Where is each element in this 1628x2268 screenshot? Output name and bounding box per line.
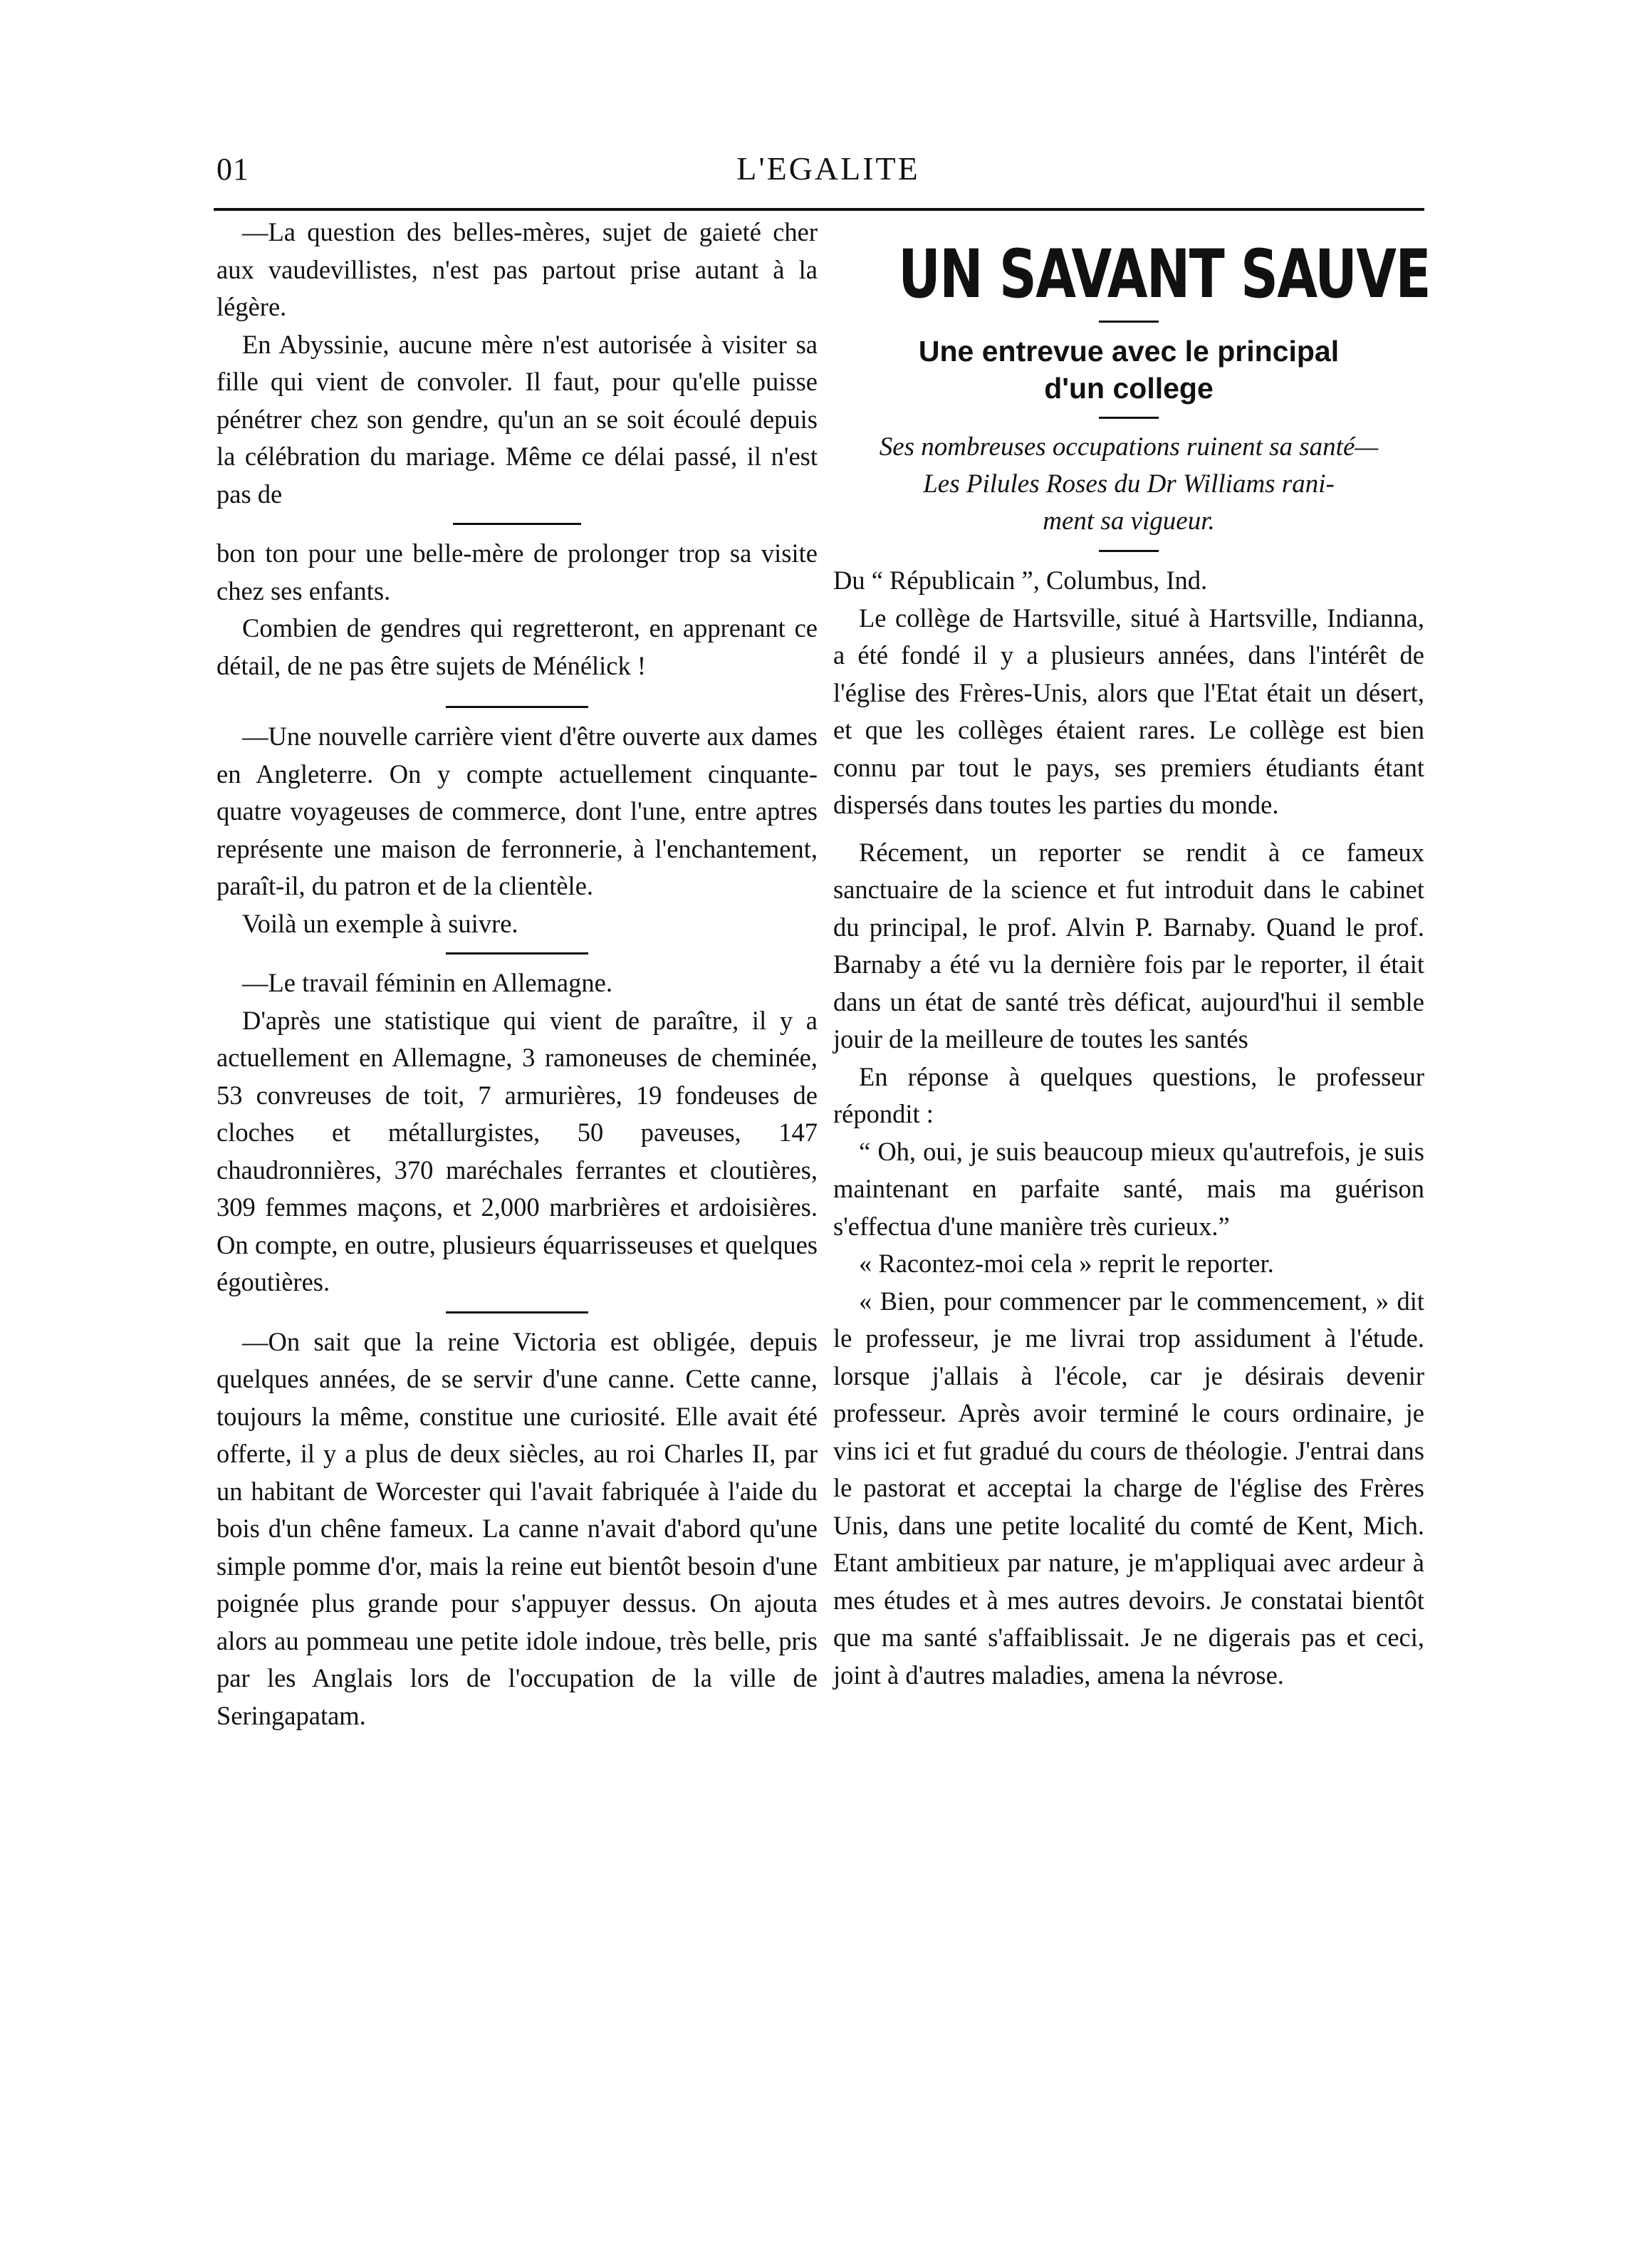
article-paragraph: Récement, un reporter se rendit à ce fameux sanctuaire de la science et fut introduit dans le cabinet du principal, le prof. Alvin P. Barnaby. Quand le prof. Barnaby a été vu la dernière fois par le reporter, il était dans un état de santé très déficat, aujourd'hui il semble jouir de la meilleure de toutes les santés — [833, 837, 1424, 1054]
subheadline — [833, 333, 1424, 407]
article-paragraph: “ Oh, oui, je suis beaucoup mieux qu'autrefois, je suis maintenant en parfaite santé, mais ma guérison s'effectua d'une manière très curieux.” — [833, 1136, 1424, 1241]
deck-line: Ses nombreuses occupations ruinent sa santé— — [879, 432, 1379, 462]
deck — [833, 429, 1424, 540]
deck-line: Les Pilules Roses du Dr Williams rani- — [923, 469, 1335, 499]
article-paragraph: « Bien, pour commencer par le commencement, » dit le professeur, je me livrai trop assidument à l'étude. lorsque j'allais à l'école, car je désirais devenir professeur. Après avoir terminé le cours ordinaire, je vins ici et fut gradué du cours de théologie. J'entrai dans le pastorat et acceptai la charge de l'église des Frères Unis, dans une petite localité du comté de Kent, Mich. Etant ambitieux par nature, je m'appliquai avec ardeur à mes études et à mes autres devoirs. Je constatai bientôt que ma santé s'affaiblissait. Je ne digerais pas et ceci, joint à d'autres maladies, amena la névrose. — [833, 1286, 1424, 1690]
article-abyssinia-cont: bon ton pour une belle-mère de prolonger trop sa visite chez ses enfants. — [216, 539, 818, 605]
article-germany-title: —Le travail féminin en Allemagne. — [242, 968, 612, 997]
article-england-career: —Une nouvelle carrière vient d'être ouverte aux dames en Angleterre. On y compte actuellement cinquante-quatre voyageuses de commerce, dont l'une, entre aptres représente une maison de ferronnerie, à l'enchantement, paraît-il, du patron et de la clientèle. — [216, 722, 818, 900]
article-example: Voilà un exemple à suivre. — [242, 908, 518, 938]
masthead-title: L'EGALITE — [736, 150, 920, 187]
headline: UN SAVANT SAUVE — [898, 236, 1430, 313]
deck-line: ment sa vigueur. — [1043, 506, 1215, 536]
article-mothers-in-law: —La question des belles-mères, sujet de gaieté cher aux vaudevillistes, n'est pas partout prise autant à la légère. — [216, 217, 818, 321]
article-paragraph: Le collège de Hartsville, situé à Hartsville, Indianna, a été fondé il y a plusieurs années, dans l'intérêt de l'église des Frères-Unis, alors que l'Etat était un désert, et que les collèges étaient rares. Le collège est bien connu par tout le pays, ses premiers étudiants étant dispersés dans toutes les parties du monde. — [833, 603, 1424, 819]
dateline: Du “ Républicain ”, Columbus, Ind. — [833, 566, 1208, 595]
article-victoria-cane: —On sait que la reine Victoria est obligée, depuis quelques années, de se servir d'une canne. Cette canne, toujours la même, constitue une curiosité. Elle avait été offerte, il y a plus de deux siècles, au roi Charles II, par un habitant de Worcester qui l'avait fabriquée à l'aide du bois d'un chêne fameux. La canne n'avait d'abord qu'une simple pomme d'or, mais la reine eut bientôt besoin d'une poignée plus grande pour s'appuyer dessus. On ajouta alors au pommeau une petite idole indoue, très belle, pris par les Anglais lors de l'occupation de la ville de Seringapatam. — [216, 1326, 818, 1730]
article-menelik: Combien de gendres qui regretteront, en apprenant ce détail, de ne pas être sujets de Ménélick ! — [216, 613, 818, 680]
article-paragraph: En réponse à quelques questions, le professeur répondit : — [833, 1061, 1424, 1128]
page-number: 01 — [216, 152, 249, 187]
subheadline-line: Une entrevue avec le principal — [918, 335, 1340, 368]
article-germany-stats: D'après une statistique qui vient de paraître, il y a actuellement en Allemagne, 3 ramoneuses de cheminée, 53 convreuses de toit, 7 armurières, 19 fondeuses de cloches et métallurgistes, 50 paveuses, 147 chaudronnières, 370 maréchales ferrantes et cloutières, 309 femmes maçons, et 2,000 marbrières et ardoisières. On compte, en outre, plusieurs équarrisseuses et quelques égoutières. — [216, 1005, 818, 1296]
subheadline-line: d'un college — [1044, 372, 1214, 405]
article-abyssinia: En Abyssinie, aucune mère n'est autorisée à visiter sa fille qui vient de convoler. Il faut, pour qu'elle puisse pénétrer chez son gendre, qu'un an se soit écoulé depuis la célébration du mariage. Même ce délai passé, il n'est pas de — [216, 329, 818, 509]
left-column — [216, 214, 818, 1734]
header-rule — [214, 208, 1424, 211]
right-column — [833, 214, 1430, 1694]
article-paragraph: « Racontez-moi cela » reprit le reporter. — [859, 1249, 1274, 1278]
